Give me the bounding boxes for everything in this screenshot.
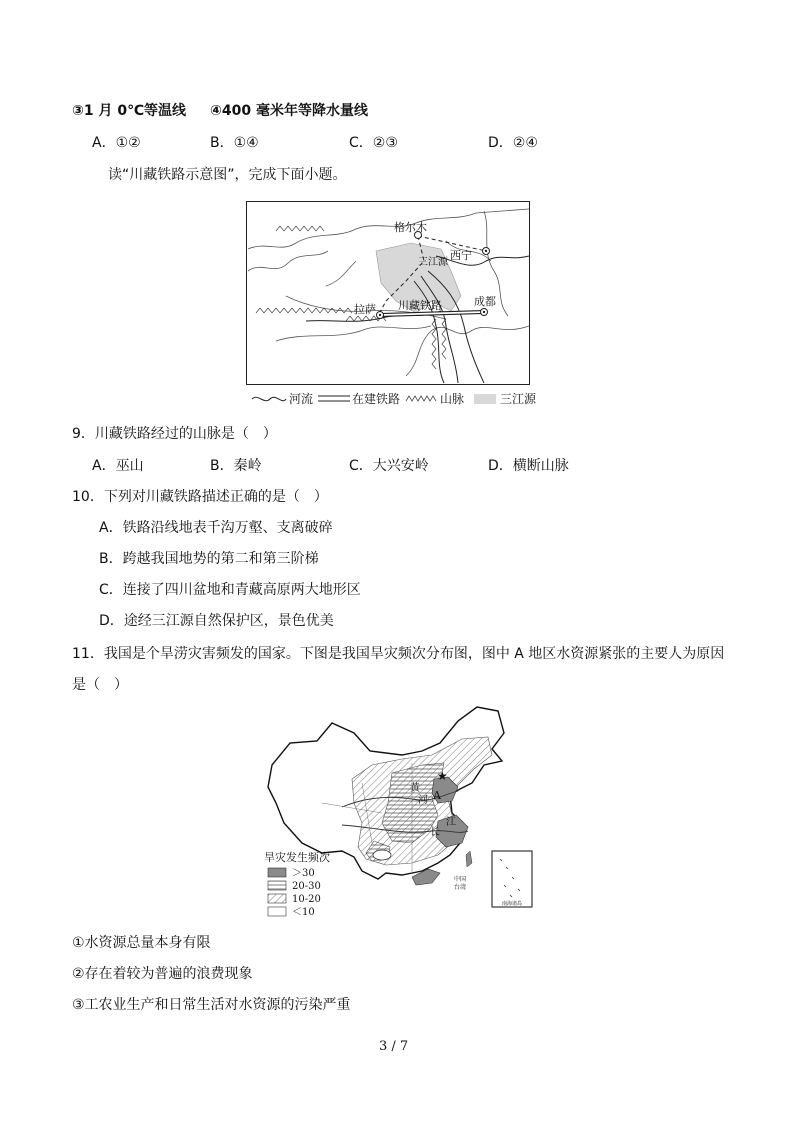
q10-option-b: B．跨越我国地势的第二和第三阶梯 <box>99 551 319 567</box>
q8-option-d: D．②④ <box>488 135 538 151</box>
south-sea-inset <box>492 851 532 907</box>
q9-option-d: D．横断山脉 <box>488 458 569 474</box>
label-a: A <box>433 789 441 802</box>
legend-swatch-10-20 <box>268 894 286 903</box>
railway-map <box>246 201 537 409</box>
legend-swatch-lt10 <box>268 907 286 916</box>
q10-stem: 10．下列对川藏铁路描述正确的是（ ） <box>72 489 328 505</box>
q9-stem: 9．川藏铁路经过的山脉是（ ） <box>72 426 277 442</box>
label-chengdu: 成都 <box>474 295 496 308</box>
q10-option-c: C．连接了四川盆地和青藏高原两大地形区 <box>99 582 361 598</box>
legend-lt10: ＜10 <box>292 907 315 918</box>
beijing-star-icon: ★ <box>437 769 448 783</box>
q10-option-d: D．途经三江源自然保护区，景色优美 <box>99 613 334 629</box>
q8-option-b: B．①④ <box>210 135 259 151</box>
legend-river: 河流 <box>289 392 314 406</box>
q9-option-b: B．秦岭 <box>210 458 262 474</box>
q11-stem-line2: 是（ ） <box>72 677 128 693</box>
label-chang: 长 <box>430 827 440 838</box>
legend-swatch-gt30 <box>268 868 286 877</box>
railway-map-svg <box>246 201 537 409</box>
label-he: 河 <box>418 795 428 806</box>
label-inset: 南海诸岛 <box>502 901 523 907</box>
legend-20-30: 20-30 <box>292 881 321 892</box>
label-lhasa: 拉萨 <box>354 303 376 316</box>
legend-source-swatch <box>474 394 496 404</box>
q10-option-a: A．铁路沿线地表千沟万壑、支离破碎 <box>99 520 333 536</box>
label-golmud: 格尔木 <box>394 221 427 234</box>
q11-item-2: ②存在着较为普遍的浪费现象 <box>72 966 253 982</box>
q8-option-a: A．①② <box>92 135 141 151</box>
label-railway: 川藏铁路 <box>398 299 442 312</box>
label-jiang: 江 <box>446 817 456 828</box>
q9-option-a: A．巫山 <box>92 458 144 474</box>
label-huang: 黄 <box>410 783 420 794</box>
q11-stem-line1: 11．我国是个旱涝灾害频发的国家。下图是我国旱灾频次分布图，图中 A 地区水资源紧张的主要人为原因 <box>72 646 725 662</box>
q8-option-c: C．②③ <box>349 135 398 151</box>
label-sanjiangyuan: 三江源 <box>418 257 448 268</box>
q11-item-1: ①水资源总量本身有限 <box>72 935 211 951</box>
page-number: 3 / 7 <box>379 1039 409 1054</box>
intro-text: 读“川藏铁路示意图”，完成下面小题。 <box>108 167 347 183</box>
q11-item-3: ③工农业生产和日常生活对水资源的污染严重 <box>72 997 351 1013</box>
label-taiwan: 台湾 <box>454 884 467 891</box>
drought-map <box>262 703 538 925</box>
legend-mountain-icon <box>406 396 436 401</box>
label-taiwan-cn: 中国 <box>454 876 467 883</box>
label-xining: 西宁 <box>450 249 472 262</box>
q9-option-c: C．大兴安岭 <box>349 458 429 474</box>
drought-map-svg <box>262 703 538 925</box>
q8-item-4: ④400 毫米年等降水量线 <box>210 103 368 119</box>
legend-title: 旱灾发生频次 <box>264 851 330 864</box>
legend-mountain: 山脉 <box>440 392 465 406</box>
legend-swatch-20-30 <box>268 881 286 890</box>
q8-item-3: ③1 月 0℃等温线 <box>72 103 187 119</box>
legend-river-icon <box>252 397 286 400</box>
legend-source: 三江源 <box>500 392 537 406</box>
legend-railway: 在建铁路 <box>352 392 401 406</box>
legend-10-20: 10-20 <box>292 894 321 905</box>
legend-gt30: ＞30 <box>292 868 315 879</box>
